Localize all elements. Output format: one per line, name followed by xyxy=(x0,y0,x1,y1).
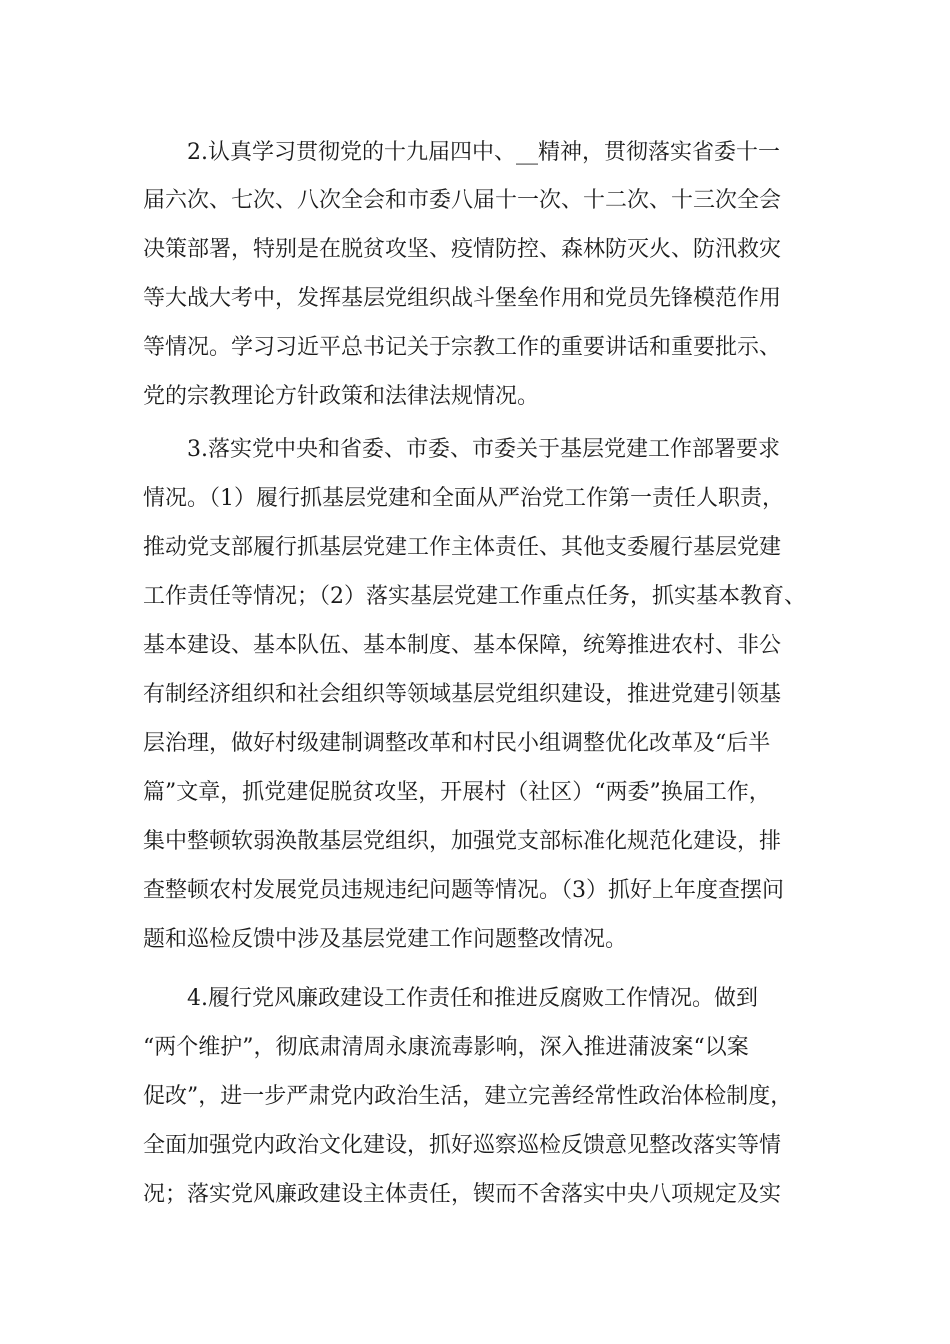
paragraph-3-line-3: 推动党支部履行抓基层党建工作主体责任、其他支委履行基层党建 xyxy=(143,535,782,560)
paragraph-2-line-4: 等大战大考中，发挥基层党组织战斗堡垒作用和党员先锋模范作用 xyxy=(143,286,782,311)
paragraph-3-line-6: 有制经济组织和社会组织等领域基层党组织建设，推进党建引领基 xyxy=(143,682,782,707)
paragraph-3-line-9: 集中整顿软弱涣散基层党组织，加强党支部标准化规范化建设，排 xyxy=(143,829,782,854)
paragraph-2-line-5: 等情况。学习习近平总书记关于宗教工作的重要讲话和重要批示、 xyxy=(143,335,782,360)
paragraph-2-line-6: 党的宗教理论方针政策和法律法规情况。 xyxy=(143,384,540,409)
paragraph-3-line-2: 情况。（1）履行抓基层党建和全面从严治党工作第一责任人职责， xyxy=(143,486,784,511)
paragraph-3-line-1: 3.落实党中央和省委、市委、市委关于基层党建工作部署要求 xyxy=(187,437,780,462)
paragraph-2-line-2: 届六次、七次、八次全会和市委八届十一次、十二次、十三次全会 xyxy=(143,188,782,213)
paragraph-3-line-5: 基本建设、基本队伍、基本制度、基本保障，统筹推进农村、非公 xyxy=(143,633,782,658)
paragraph-4-line-1: 4.履行党风廉政建设工作责任和推进反腐败工作情况。做到 xyxy=(187,986,758,1011)
paragraph-3-line-10: 查整顿农村发展党员违规违纪问题等情况。（3）抓好上年度查摆问 xyxy=(143,878,784,903)
paragraph-4-line-2: “两个维护”，彻底肃清周永康流毒影响，深入推进蒲波案“以案 xyxy=(143,1035,749,1060)
paragraph-4-line-5: 况；落实党风廉政建设主体责任，锲而不舍落实中央八项规定及实 xyxy=(143,1182,782,1207)
paragraph-2-line-1: 2.认真学习贯彻党的十九届四中、__精神，贯彻落实省委十一 xyxy=(187,140,780,165)
paragraph-4-line-3: 促改”，进一步严肃党内政治生活，建立完善经常性政治体检制度， xyxy=(143,1084,793,1109)
paragraph-3-line-4: 工作责任等情况；（2）落实基层党建工作重点任务，抓实基本教育、 xyxy=(143,584,806,609)
paragraph-3-line-7: 层治理，做好村级建制调整改革和村民小组调整优化改革及“后半 xyxy=(143,731,771,756)
paragraph-3-line-11: 题和巡检反馈中涉及基层党建工作问题整改情况。 xyxy=(143,927,628,952)
paragraph-3-line-8: 篇”文章，抓党建促脱贫攻坚，开展村（社区）“两委”换届工作， xyxy=(143,780,771,805)
paragraph-2-line-3: 决策部署，特别是在脱贫攻坚、疫情防控、森林防灭火、防汛救灾 xyxy=(143,237,782,262)
paragraph-4-line-4: 全面加强党内政治文化建设，抓好巡察巡检反馈意见整改落实等情 xyxy=(143,1133,782,1158)
